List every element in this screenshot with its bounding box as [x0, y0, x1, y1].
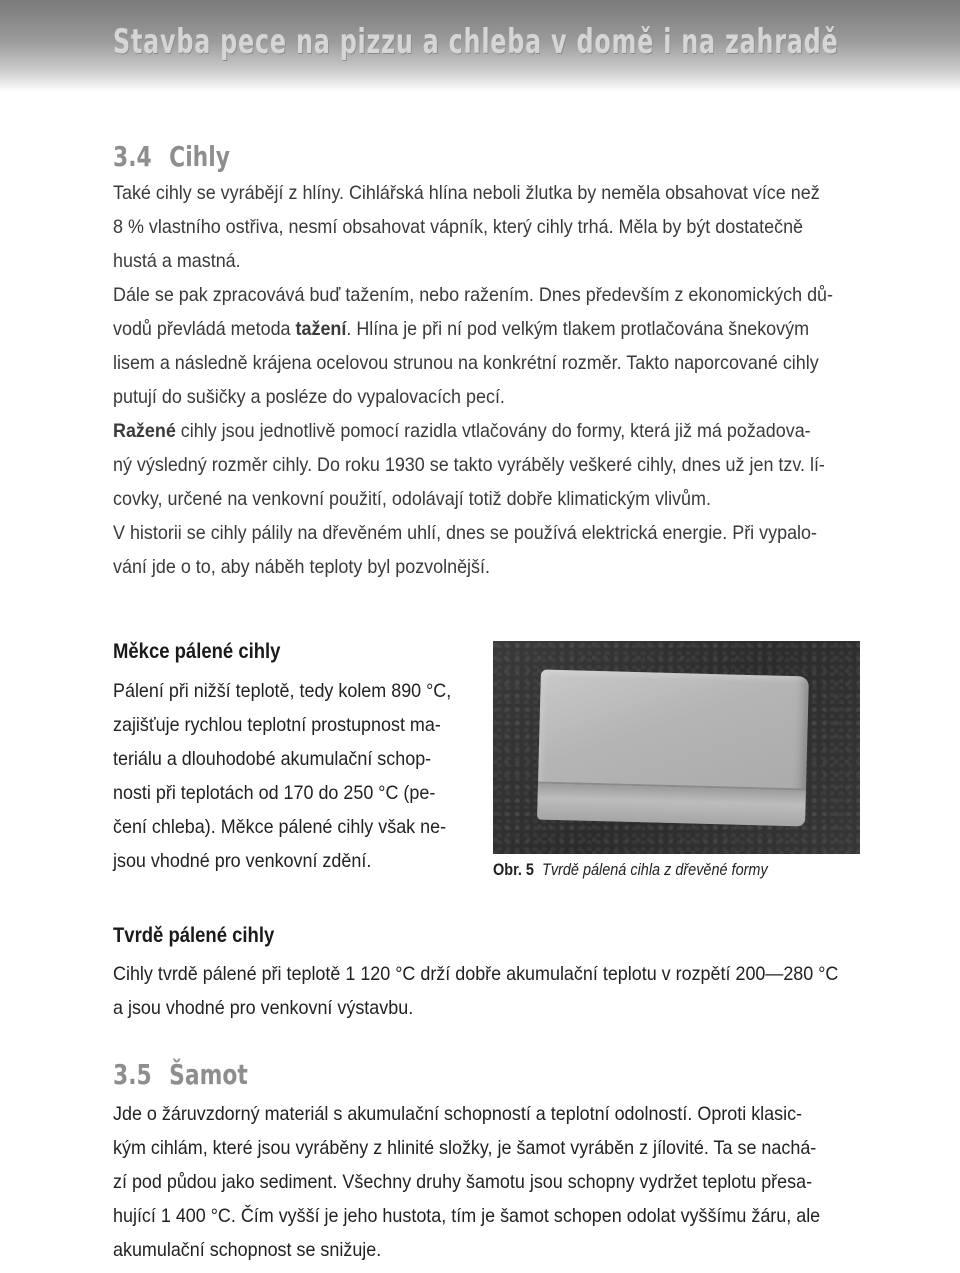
- hard-fired-body: [113, 957, 865, 1025]
- section-title: Cihly: [169, 140, 230, 173]
- figure-caption: [493, 860, 768, 880]
- text-line: hustá a mastná.: [113, 250, 241, 272]
- text-line: Cihly tvrdě pálené při teplotě 1 120 °C drží dobře akumulační teplotu v rozpětí 200—280 °C: [113, 963, 839, 985]
- figure-caption-text: Tvrdě pálená cihla z dřevěné formy: [541, 860, 768, 879]
- section-34-body: [113, 176, 865, 584]
- text-line: 8 % vlastního ostřiva, nesmí obsahovat vápník, který cihly trhá. Měla by být dostatečně: [113, 216, 804, 238]
- text-line: lisem a následně krájena ocelovou strunou na konkrétní rozměr. Takto naporcované cihly: [113, 352, 819, 374]
- text-line: nosti při teplotách od 170 do 250 °C (pe-: [113, 782, 436, 804]
- section-number: 3.5: [113, 1058, 152, 1091]
- text-line: jsou vhodné pro venkovní zdění.: [113, 850, 372, 872]
- brick-photo: [493, 641, 860, 854]
- subheading-hard-fired: Tvrdě pálené cihly: [113, 924, 275, 947]
- brick-shape: [537, 670, 809, 827]
- text-line: Dále se pak zpracovává buď tažením, nebo ražením. Dnes především z ekonomických dů-: [113, 284, 834, 306]
- emphasis-razene: Ražené: [113, 420, 176, 442]
- text-line: a jsou vhodné pro venkovní výstavbu.: [113, 997, 414, 1019]
- soft-fired-body: [113, 674, 481, 878]
- text-line: teriálu a dlouhodobé akumulační schop-: [113, 748, 432, 770]
- text-line: zí pod půdou jako sediment. Všechny druhy šamotu jsou schopny vydržet teplotu přesa-: [113, 1171, 813, 1193]
- brick-ledge: [537, 781, 806, 826]
- text-line: zajišťuje rychlou teplotní prostupnost ma-: [113, 714, 441, 736]
- text-line: vání jde o to, aby náběh teploty byl pozvolnější.: [113, 556, 490, 578]
- section-heading-samot: [113, 1058, 248, 1091]
- text-line: čení chleba). Měkce pálené cihly však ne-: [113, 816, 447, 838]
- text-line: akumulační schopnost se snižuje.: [113, 1239, 382, 1261]
- text-line: kým cihlám, které jsou vyráběny z hlinité složky, je šamot vyráběn z jílovité. Ta se nachá-: [113, 1137, 817, 1159]
- text-line: covky, určené na venkovní použití, odolávají totiž dobře klimatickým vlivům.: [113, 488, 711, 510]
- text-line: Také cihly se vyrábějí z hlíny. Cihlářská hlína neboli žlutka by neměla obsahovat více než: [113, 182, 820, 204]
- emphasis-tazeni: tažení: [295, 318, 347, 340]
- text-line: putují do sušičky a posléze do vypalovacích pecí.: [113, 386, 505, 408]
- subheading-soft-fired: Měkce pálené cihly: [113, 640, 281, 663]
- text-run: . Hlína je při ní pod velkým tlakem protlačována šnekovým: [346, 318, 810, 340]
- figure-label: Obr. 5: [493, 860, 534, 879]
- text-line: ný výsledný rozměr cihly. Do roku 1930 se takto vyráběly veškeré cihly, dnes už jen tzv. lí-: [113, 454, 825, 476]
- text-line: V historii se cihly pálily na dřevěném uhlí, dnes se používá elektrická energie. Při vypalo-: [113, 522, 818, 544]
- book-title: Stavba pece na pizzu a chleba v domě i na zahradě: [113, 22, 839, 62]
- text-line: [113, 414, 865, 448]
- text-run: vodů převládá metoda: [113, 318, 296, 340]
- section-number: 3.4: [113, 140, 152, 173]
- text-line: hující 1 400 °C. Čím vyšší je jeho hustota, tím je šamot schopen odolat vyššímu žáru, ale: [113, 1205, 821, 1227]
- text-run: cihly jsou jednotlivě pomocí razidla vtlačovány do formy, která již má požadova-: [175, 420, 811, 442]
- text-line: [113, 312, 865, 346]
- section-title: Šamot: [169, 1058, 248, 1091]
- section-heading-cihly: [113, 140, 230, 173]
- text-line: Pálení při nižší teplotě, tedy kolem 890 °C,: [113, 680, 452, 702]
- text-line: Jde o žáruvzdorný materiál s akumulační schopností a teplotní odolností. Oproti klasic-: [113, 1103, 803, 1125]
- section-35-body: [113, 1097, 865, 1267]
